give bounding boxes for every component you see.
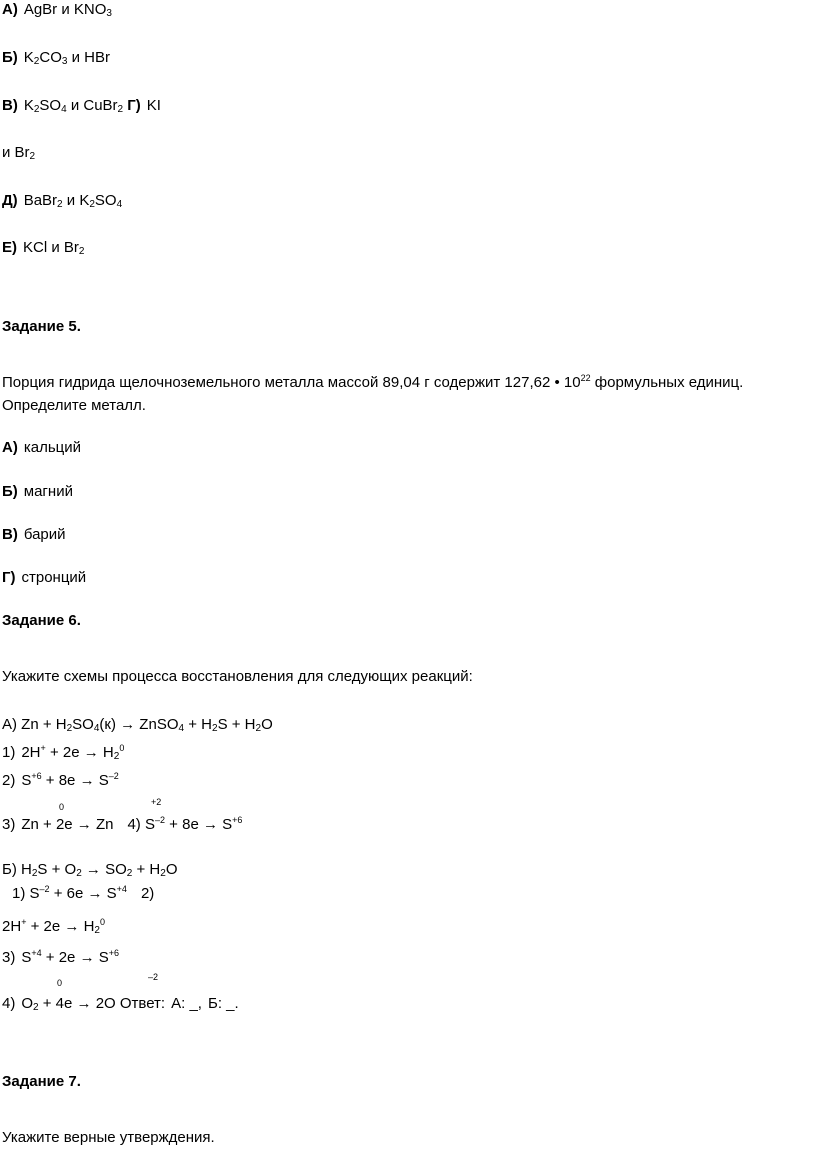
task6-title: Задание 6. [2, 612, 81, 629]
task6-a-option-1: 1) $2H^+ + 2e \to H_2^0$ [2, 743, 125, 762]
q4-option-a: А) AgBr и $KNO_3$ [2, 1, 112, 19]
task6-a3-oxidation-mark-1: 0 [59, 802, 65, 812]
task7-title: Задание 7. [2, 1073, 81, 1090]
q4-option-e: Е) KCl и $Br_2$ [2, 239, 85, 257]
task6-b-option-4-answer: 4) $O_2 + 4e \to 2O$ Ответ: А: _, Б: _. [2, 995, 239, 1013]
task6-a-option-2: 2) $S^{+6} + 8e \to S^{-2}$ [2, 771, 119, 789]
q4-option-g-cont: и $Br_2$ [2, 144, 36, 162]
task6-b4-oxidation-mark-1: 0 [57, 978, 63, 988]
q4-option-b: Б) $K_2CO_3$ и HBr [2, 49, 110, 67]
task6-b-option-3: 3) $S^{+4} + 2e \to S^{+6}$ [2, 948, 120, 966]
task5-option-g: Г) стронций [2, 569, 87, 586]
task6-reaction-a: А) $Zn + H_2SO_4(к)$ → ZnSO$_4$ + $H_2S + H_2O$ [2, 716, 273, 734]
task6-b-option-1: 1) $S^{-2} + 6e \to S^{+4}$ 2) [12, 884, 155, 902]
q4-option-v-g: В) $K_2SO_4$ и CuBr$_2$ Г) KI [2, 97, 161, 115]
task6-reaction-b: Б) $H_2S + O_2 \to SO_2 + H_2O$ [2, 861, 178, 879]
task5-option-v: В) барий [2, 526, 66, 543]
task5-option-b: Б) магний [2, 483, 73, 500]
q4-option-d: Д) BaBr$_2$ и $K_2SO_4$ [2, 192, 123, 210]
task5-question: Порция гидрида щелочноземельного металла массой 89,04 г содержит 127,62 • $10^{22}$ формульных единиц. [2, 373, 744, 391]
task5-option-a: А) кальций [2, 439, 81, 456]
task5-title: Задание 5. [2, 318, 81, 335]
task6-b-option-2-cont: $2H^+ + 2e \to H_2^0$ [2, 917, 105, 936]
task6-a3-oxidation-mark-2: +2 [151, 797, 162, 807]
task6-b4-oxidation-mark-2: –2 [148, 972, 159, 982]
task6-a-option-3-4: 3) Zn + 2e → Zn 4) $S^{-2} + 8e \to S^{+6}$ [2, 815, 243, 833]
task7-question: Укажите верные утверждения. [2, 1129, 215, 1146]
task5-question-line2: Определите металл. [2, 397, 146, 414]
task6-question: Укажите схемы процесса восстановления для следующих реакций: [2, 668, 473, 685]
